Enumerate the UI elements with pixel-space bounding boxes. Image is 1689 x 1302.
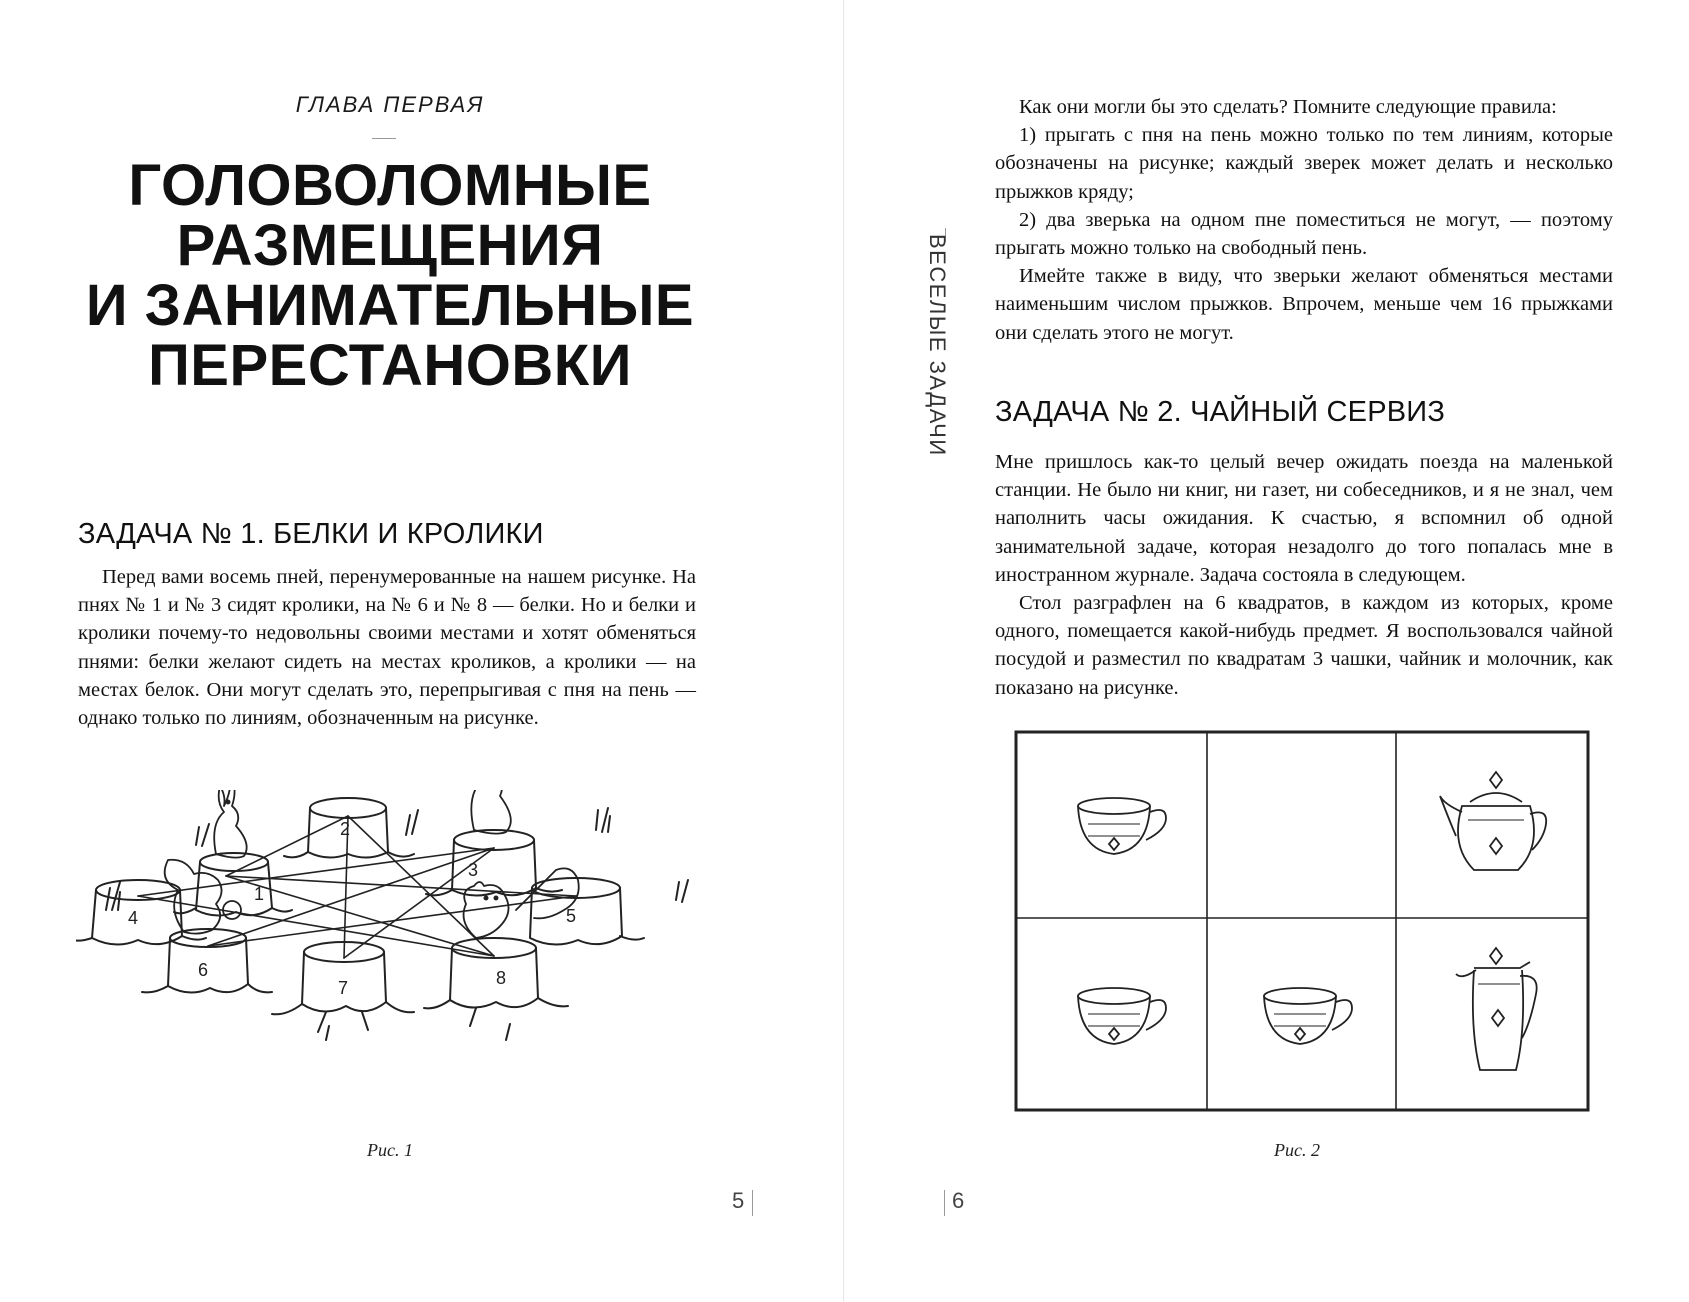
figure-2-grid — [1012, 728, 1592, 1114]
figure-1-caption: Рис. 1 — [367, 1140, 413, 1160]
chapter-title-line: РАЗМЕЩЕНИЯ — [176, 213, 604, 278]
task1-text — [78, 563, 696, 732]
left-page — [0, 0, 843, 1302]
cup-icon — [1078, 988, 1166, 1044]
paragraph: 1) прыгать с пня на пень можно только по тем линиям, которые обозначены на рисунке; каждый зверек может делать и несколько прыжков кряду; — [995, 124, 1613, 203]
rabbit-icon — [214, 790, 246, 858]
continuation-text — [995, 93, 1613, 347]
rabbit-icon — [471, 790, 510, 834]
paragraph: Как они могли бы это сделать? Помните следующие правила: — [1019, 96, 1557, 118]
running-head-text: ВЕСЕЛЫЕ ЗАДАЧИ — [925, 234, 950, 457]
cup-icon — [1078, 798, 1166, 854]
stump-label: 4 — [128, 908, 139, 928]
stump-label: 2 — [340, 819, 351, 839]
paragraph: 2) два зверька на одном пне поместиться не могут, — поэтому прыгать можно только на свободный пень. — [995, 208, 1613, 260]
grass-tuft — [326, 1024, 510, 1040]
chapter-title-line: ГОЛОВОЛОМНЫЕ — [128, 153, 652, 218]
page-number: 5 — [732, 1188, 745, 1213]
stump-label: 1 — [254, 884, 265, 904]
chapter-title-line: ПЕРЕСТАНОВКИ — [148, 333, 632, 398]
grass-tuft — [406, 810, 418, 835]
grass-tuft — [596, 808, 610, 832]
milk-jug-icon — [1456, 948, 1537, 1070]
running-head — [920, 234, 950, 457]
task1-heading: ЗАДАЧА № 1. БЕЛКИ И КРОЛИКИ — [78, 518, 544, 550]
chapter-label: ГЛАВА ПЕРВАЯ — [295, 92, 485, 117]
grass-tuft — [196, 824, 209, 846]
chapter-divider — [372, 138, 396, 139]
stump-1 — [174, 853, 292, 916]
stump-label: 8 — [496, 968, 507, 988]
paragraph: Мне пришлось как-то целый вечер ожидать поезда на маленькой станции. Не было ни книг, ни газет, ни собеседников, и я не знал, чем наполнить часы ожидания. К счастью, я вспомнил об одной занимательной задаче, которая незадолго до того попалась мне в иностранном журнале. Задача состояла в следующем. — [995, 451, 1613, 586]
page-number: 6 — [952, 1188, 965, 1213]
task2-text — [995, 448, 1613, 702]
figure-1-illustration — [76, 790, 706, 1110]
stump-5 — [530, 878, 644, 945]
grass-tuft — [676, 880, 688, 902]
chapter-title — [0, 153, 780, 398]
stump-label: 7 — [338, 978, 349, 998]
folio-divider — [752, 1190, 753, 1216]
chapter-title-line: И ЗАНИМАТЕЛЬНЫЕ — [85, 273, 695, 338]
stump-label: 6 — [198, 960, 209, 980]
cup-icon — [1264, 988, 1352, 1044]
teapot-icon — [1440, 772, 1546, 870]
stump-label: 5 — [566, 906, 577, 926]
paragraph: Имейте также в виду, что зверьки желают обменяться местами наименьшим числом прыжков. Впрочем, меньше чем 16 прыжками они сделать этого не могут. — [995, 265, 1613, 344]
task2-heading: ЗАДАЧА № 2. ЧАЙНЫЙ СЕРВИЗ — [995, 396, 1446, 428]
jump-lines — [138, 816, 576, 958]
paragraph: Стол разграфлен на 6 квадратов, в каждом из которых, кроме одного, помещается какой-нибудь предмет. Я воспользовался чайной посудой и разместил по квадратам 3 чашки, чайник и молочник, как показано на рисунке. — [995, 592, 1613, 699]
folio-divider — [944, 1190, 945, 1216]
stump-label: 3 — [468, 860, 479, 880]
grid-border — [1016, 732, 1588, 1110]
page-fold — [843, 0, 844, 1302]
figure-2-caption: Рис. 2 — [1274, 1140, 1320, 1160]
task1-paragraph: Перед вами восемь пней, перенумерованные на нашем рисунке. На пнях № 1 и № 3 сидят кролики, на № 6 и № 8 — белки. Но и белки и кролики почему-то недовольны своими местами и хотят обменяться пнями: белки желают сидеть на местах кроликов, а кролики — на местах белок. Они могут сделать это, перепрыгивая с пня на пень — однако только по линиям, обозначенным на рисунке. — [78, 566, 696, 730]
